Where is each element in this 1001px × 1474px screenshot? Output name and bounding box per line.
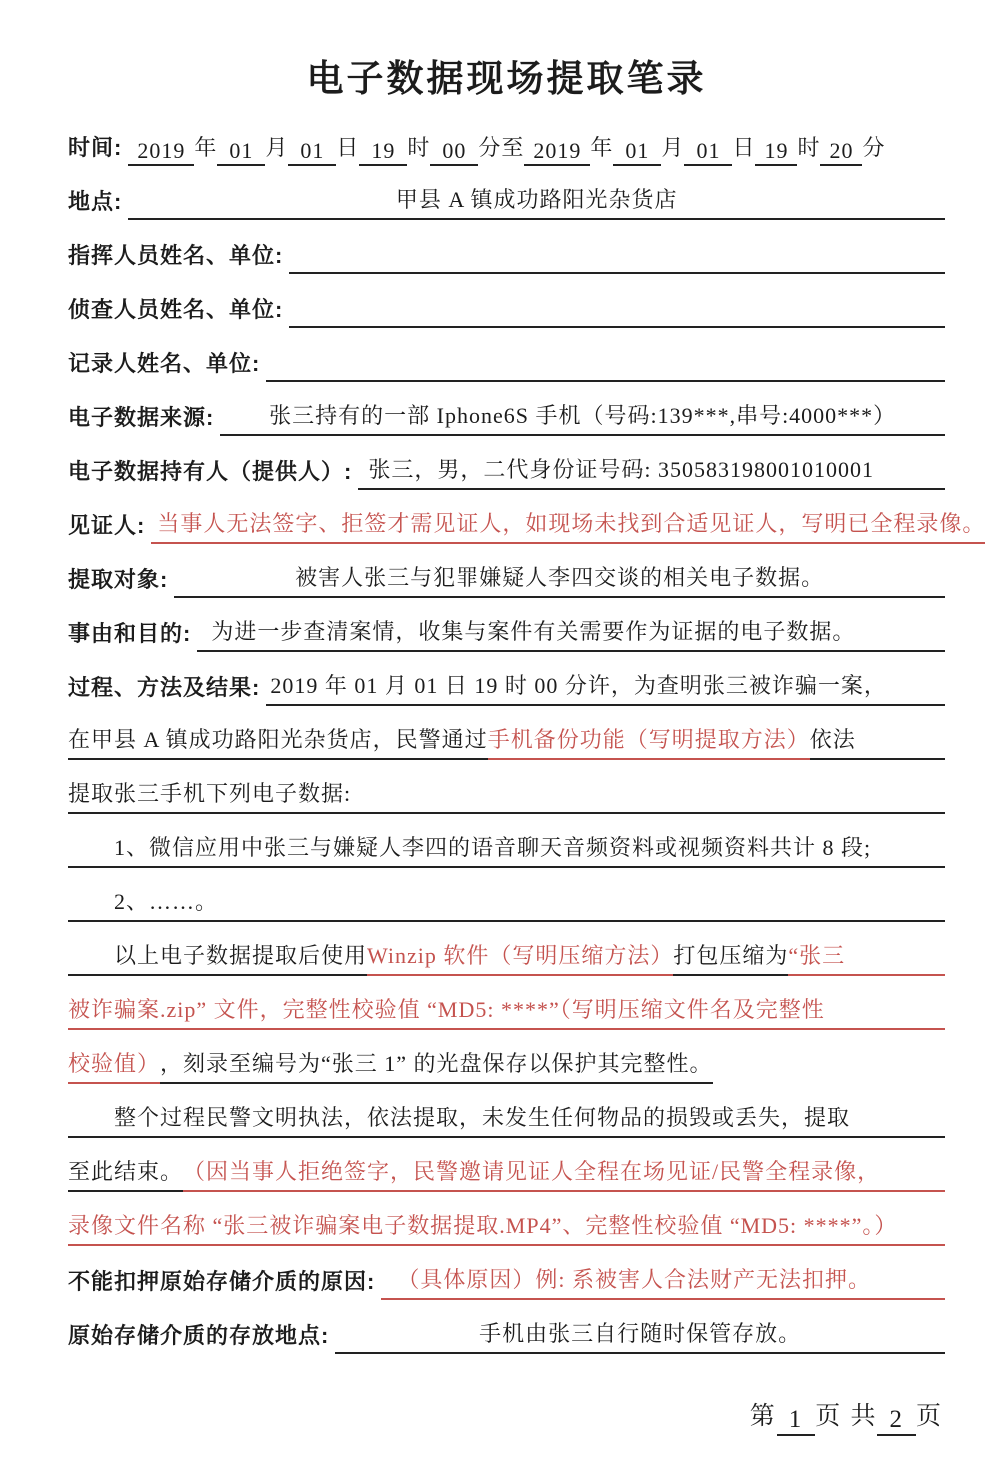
process-line3: 提取张三手机下列电子数据: xyxy=(68,777,945,814)
zip-line1-black1 xyxy=(68,939,367,976)
extracted-item1-row xyxy=(68,814,945,868)
footer-middle: 页 共 xyxy=(815,1403,878,1430)
no-seizure-reason-value: （具体原因）例: 系被害人合法财产无法扣押。 xyxy=(381,1263,945,1300)
purpose-label: 事由和目的: xyxy=(68,621,192,646)
process-label: 过程、方法及结果: xyxy=(68,675,261,700)
time-month-end: 01 xyxy=(613,138,661,166)
time-label: 时间: xyxy=(68,135,123,160)
commander-blank-field xyxy=(289,268,945,274)
time-day-end: 01 xyxy=(684,138,732,166)
time-year-end: 2019 xyxy=(524,138,590,166)
conclusion-line1 xyxy=(68,1101,945,1138)
conclusion-line3-row xyxy=(68,1192,945,1246)
process-line2-black2: 依法 xyxy=(810,723,945,760)
process-line2-red: 手机备份功能（写明提取方法） xyxy=(488,723,810,760)
zip-line1-row xyxy=(68,922,945,976)
page-footer xyxy=(68,1396,945,1436)
data-source-row xyxy=(68,382,945,436)
data-holder-label: 电子数据持有人（提供人）: xyxy=(68,459,353,484)
time-minute-end: 20 xyxy=(820,138,862,166)
current-page-number: 1 xyxy=(777,1406,816,1436)
page-title: 电子数据现场提取笔录 xyxy=(306,58,707,99)
data-source-value: 张三持有的一部 Iphone6S 手机（号码:139***,串号:4000***） xyxy=(220,399,945,436)
recorder-blank-field xyxy=(266,376,945,382)
extracted-item2-row xyxy=(68,868,945,922)
extracted-item1-text: 1、微信应用中张三与嫌疑人李四的语音聊天音频资料或视频资料共计 8 段; xyxy=(114,835,872,860)
storage-location-label: 原始存储介质的存放地点: xyxy=(68,1323,330,1348)
time-hour-unit: 时 xyxy=(407,135,431,160)
process-line2-row xyxy=(68,706,945,760)
time-month-start: 01 xyxy=(217,138,265,166)
zip-line1-black2: 打包压缩为 xyxy=(673,939,788,976)
no-seizure-reason-label: 不能扣押原始存储介质的原因: xyxy=(68,1269,376,1294)
commander-row xyxy=(68,220,945,274)
commander-label: 指挥人员姓名、单位: xyxy=(68,243,284,268)
no-seizure-reason-row xyxy=(68,1246,945,1300)
conclusion-line1-text: 整个过程民警文明执法，依法提取，未发生任何物品的损毁或丢失，提取 xyxy=(114,1105,851,1130)
purpose-row xyxy=(68,598,945,652)
time-year-end-unit: 年 xyxy=(590,135,614,160)
total-page-number: 2 xyxy=(877,1406,916,1436)
time-row xyxy=(68,112,945,166)
zip-line2-row xyxy=(68,976,945,1030)
zip-line1-black1-text: 以上电子数据提取后使用 xyxy=(114,943,368,968)
process-line1: 2019 年 01 月 01 日 19 时 00 分许，为查明张三被诈骗一案， xyxy=(266,669,945,706)
time-minute-start: 00 xyxy=(430,138,478,166)
data-holder-value: 张三，男，二代身份证号码: 350583198001010001 xyxy=(358,453,945,490)
extracted-item2-text: 2、……。 xyxy=(114,889,219,914)
storage-location-row xyxy=(68,1300,945,1354)
extraction-target-value: 被害人张三与犯罪嫌疑人李四交谈的相关电子数据。 xyxy=(174,561,945,598)
recorder-label: 记录人姓名、单位: xyxy=(68,351,261,376)
location-row xyxy=(68,166,945,220)
process-line3-row xyxy=(68,760,945,814)
conclusion-line3-red: 录像文件名称 “张三被诈骗案电子数据提取.MP4”、完整性校验值 “MD5: ****”。） xyxy=(68,1209,945,1246)
location-value: 甲县 A 镇成功路阳光杂货店 xyxy=(128,183,945,220)
extracted-item1 xyxy=(68,831,945,868)
zip-line2-red: 被诈骗案.zip” 文件，完整性校验值 “MD5: ****”（写明压缩文件名及完整性 xyxy=(68,993,945,1030)
time-to-unit: 分至 xyxy=(478,135,525,160)
zip-line1-red2: “张三 xyxy=(788,939,945,976)
location-label: 地点: xyxy=(68,189,123,214)
footer-suffix: 页 xyxy=(915,1403,943,1430)
process-row xyxy=(68,652,945,706)
extracted-item2 xyxy=(68,885,945,922)
zip-line3-row xyxy=(68,1030,945,1084)
investigator-row xyxy=(68,274,945,328)
time-hour-start: 19 xyxy=(359,138,407,166)
time-year-unit: 年 xyxy=(194,135,218,160)
witness-label: 见证人: xyxy=(68,513,146,538)
time-year-start: 2019 xyxy=(128,138,194,166)
conclusion-line1-row xyxy=(68,1084,945,1138)
data-holder-row xyxy=(68,436,945,490)
investigator-label: 侦查人员姓名、单位: xyxy=(68,297,284,322)
purpose-value: 为进一步查清案情，收集与案件有关需要作为证据的电子数据。 xyxy=(197,615,945,652)
recorder-row xyxy=(68,328,945,382)
conclusion-line2-black: 至此结束。 xyxy=(68,1155,183,1192)
witness-value: 当事人无法签字、拒签才需见证人，如现场未找到合适见证人，写明已全程录像。 xyxy=(151,507,985,544)
conclusion-line2-red: （因当事人拒绝签字，民警邀请见证人全程在场见证/民警全程录像， xyxy=(183,1155,945,1192)
time-month-unit: 月 xyxy=(265,135,289,160)
conclusion-line2-row xyxy=(68,1138,945,1192)
zip-line3-red: 校验值） xyxy=(68,1047,160,1084)
footer-prefix: 第 xyxy=(749,1403,777,1430)
data-source-label: 电子数据来源: xyxy=(68,405,215,430)
storage-location-value: 手机由张三自行随时保管存放。 xyxy=(335,1317,945,1354)
zip-line3-black: ，刻录至编号为“张三 1” 的光盘保存以保护其完整性。 xyxy=(160,1047,713,1084)
time-day-end-unit: 日 xyxy=(732,135,756,160)
time-hour-end: 19 xyxy=(755,138,797,166)
witness-row xyxy=(68,490,986,544)
process-line2-black1: 在甲县 A 镇成功路阳光杂货店，民警通过 xyxy=(68,723,488,760)
time-month-end-unit: 月 xyxy=(661,135,685,160)
zip-line1-red1: Winzip 软件（写明压缩方法） xyxy=(367,939,673,976)
investigator-blank-field xyxy=(289,322,945,328)
extraction-target-label: 提取对象: xyxy=(68,567,169,592)
extraction-target-row xyxy=(68,544,945,598)
time-day-unit: 日 xyxy=(336,135,360,160)
time-day-start: 01 xyxy=(288,138,336,166)
time-minute-end-unit: 分 xyxy=(862,135,886,160)
time-hour-end-unit: 时 xyxy=(797,135,821,160)
